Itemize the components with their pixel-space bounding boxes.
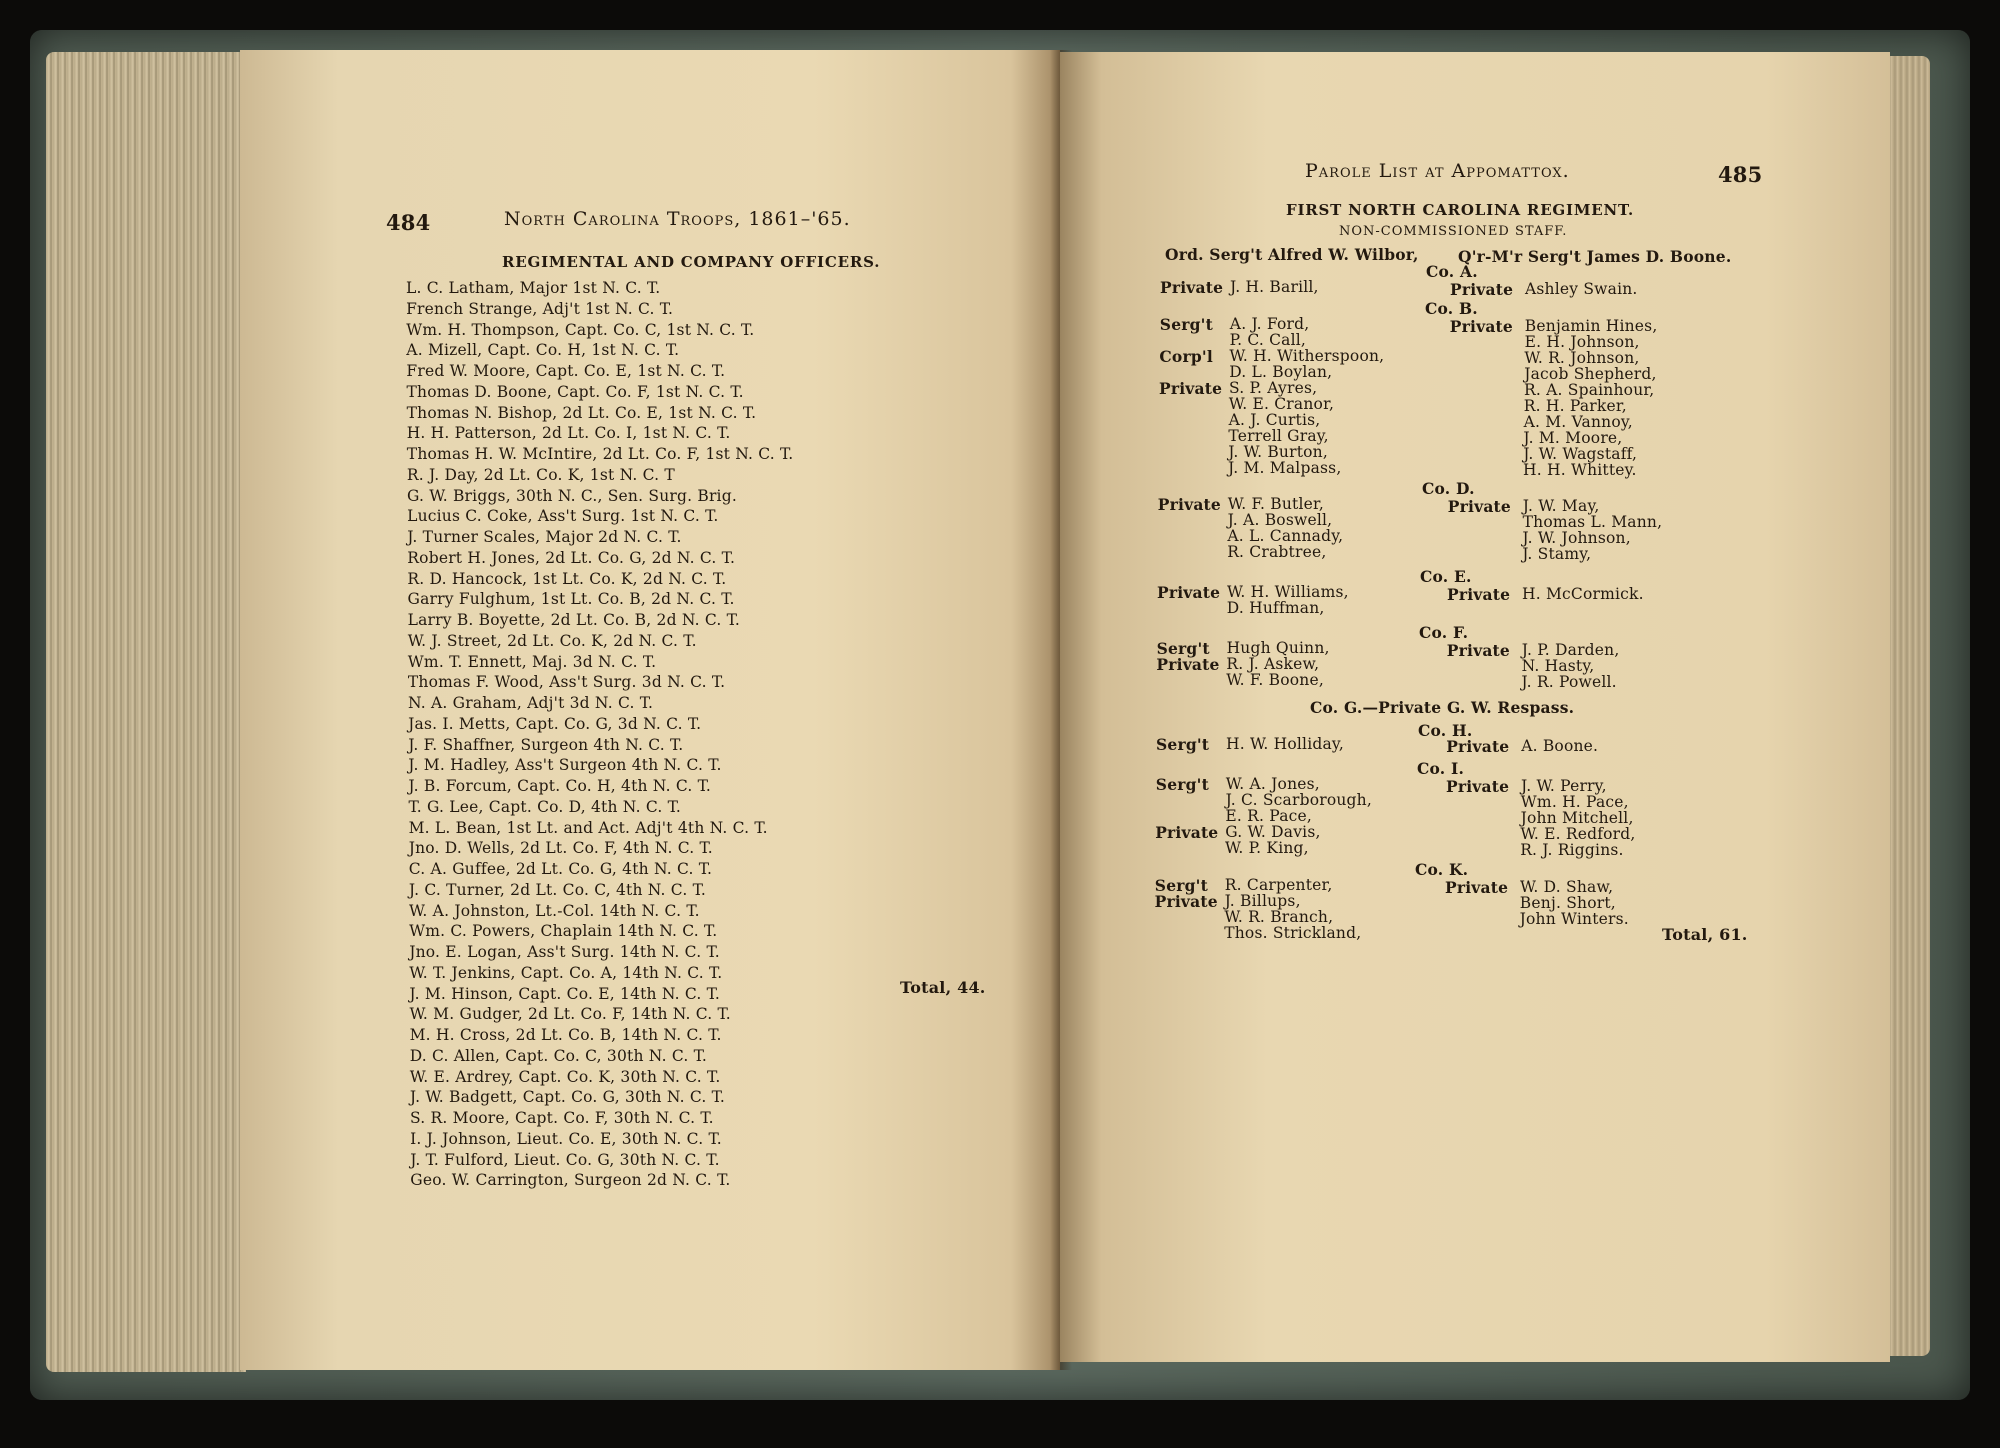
soldier-name: Thos. Strickland,: [1224, 924, 1362, 942]
officer-entry: C. A. Guffee, 2d Lt. Co. G, 4th N. C. T.: [408, 860, 713, 878]
officer-entry: J. Turner Scales, Major 2d N. C. T.: [407, 528, 682, 546]
rank-label: Serg't: [1156, 639, 1210, 658]
officer-entry: L. C. Latham, Major 1st N. C. T.: [406, 279, 661, 297]
officer-entry: Robert H. Jones, 2d Lt. Co. G, 2d N. C. T.: [407, 548, 736, 567]
officer-entry: H. H. Patterson, 2d Lt. Co. I, 1st N. C. T.: [406, 424, 731, 443]
officer-entry: Jno. E. Logan, Ass't Surg. 14th N. C. T.: [409, 943, 720, 961]
soldier-name: H. W. Holliday,: [1226, 735, 1344, 753]
right-running-head: Parole List at Appomattox.: [1305, 160, 1570, 182]
officer-entry: Lucius C. Coke, Ass't Surg. 1st N. C. T.: [407, 507, 719, 526]
company-label: Co. A.: [1426, 262, 1478, 281]
soldier-name: N. Hasty,: [1521, 657, 1595, 675]
soldier-name: D. L. Boylan,: [1229, 363, 1333, 381]
soldier-name: W. E. Cranor,: [1228, 395, 1335, 413]
officer-entry: T. G. Lee, Capt. Co. D, 4th N. C. T.: [408, 797, 681, 816]
soldier-name: J. M. Malpass,: [1228, 459, 1342, 477]
soldier-name: R. Crabtree,: [1227, 543, 1327, 561]
soldier-name: J. A. Boswell,: [1227, 511, 1333, 529]
company-label: Co. K.: [1415, 860, 1469, 879]
soldier-name: John Winters.: [1519, 910, 1629, 928]
soldier-name: J. M. Moore,: [1523, 429, 1623, 447]
soldier-name: E. R. Pace,: [1225, 807, 1313, 825]
soldier-name: W. H. Witherspoon,: [1229, 347, 1385, 365]
soldier-name: W. H. Williams,: [1227, 583, 1349, 601]
company-label: Co. H.: [1418, 721, 1473, 740]
officer-entry: Larry B. Boyette, 2d Lt. Co. B, 2d N. C. T.: [407, 611, 740, 629]
officer-entry: J. F. Shaffner, Surgeon 4th N. C. T.: [408, 735, 684, 754]
soldier-name: R. Carpenter,: [1224, 876, 1333, 894]
soldier-name: J. W. Burton,: [1228, 443, 1328, 461]
officer-entry: Geo. W. Carrington, Surgeon 2d N. C. T.: [410, 1171, 731, 1190]
rank-label: Corp'l: [1159, 347, 1213, 366]
soldier-name: Terrell Gray,: [1228, 427, 1329, 445]
company-label: Co. E.: [1420, 567, 1472, 586]
company-label: Co. I.: [1417, 759, 1465, 778]
rank-label: Private: [1159, 379, 1223, 398]
soldier-name: J. W. May,: [1522, 497, 1600, 515]
staff-heading: NON-COMMISSIONED STAFF.: [1339, 224, 1568, 239]
officer-entry: J. C. Turner, 2d Lt. Co. C, 4th N. C. T.: [408, 880, 706, 899]
soldier-name: S. P. Ayres,: [1229, 379, 1318, 397]
staff-right: Q'r-M'r Serg't James D. Boone.: [1458, 247, 1732, 266]
officer-entry: J. T. Fulford, Lieut. Co. G, 30th N. C. T.: [410, 1150, 720, 1169]
soldier-name: J. R. Powell.: [1521, 673, 1617, 691]
soldier-name: J. H. Barill,: [1230, 278, 1319, 296]
soldier-name: A. Boone.: [1521, 737, 1599, 755]
officer-entry: J. M. Hadley, Ass't Surgeon 4th N. C. T.: [408, 756, 722, 775]
soldier-name: H. H. Whittey.: [1523, 461, 1637, 479]
rank-label: Serg't: [1154, 876, 1208, 895]
company-g-line: Co. G.—Private G. W. Respass.: [1310, 698, 1575, 717]
soldier-name: J. W. Wagstaff,: [1523, 445, 1638, 463]
soldier-name: W. F. Boone,: [1226, 671, 1324, 689]
soldier-name: W. F. Butler,: [1227, 495, 1325, 513]
soldier-name: Hugh Quinn,: [1226, 639, 1330, 657]
officer-entry: W. A. Johnston, Lt.-Col. 14th N. C. T.: [409, 901, 700, 920]
soldier-name: J. W. Perry,: [1521, 777, 1607, 795]
officer-entry: J. B. Forcum, Capt. Co. H, 4th N. C. T.: [408, 777, 711, 795]
officer-entry: Wm. T. Ennett, Maj. 3d N. C. T.: [407, 652, 657, 671]
rank-label: Private: [1446, 641, 1510, 660]
officer-entry: W. J. Street, 2d Lt. Co. K, 2d N. C. T.: [407, 631, 697, 650]
left-total: Total, 44.: [900, 978, 986, 997]
officer-entry: W. M. Gudger, 2d Lt. Co. F, 14th N. C. T.: [409, 1005, 731, 1024]
soldier-name: A. J. Ford,: [1229, 315, 1310, 333]
rank-label: Private: [1160, 278, 1224, 297]
officer-entry: Jno. D. Wells, 2d Lt. Co. F, 4th N. C. T.: [408, 839, 713, 858]
rank-label: Private: [1447, 497, 1511, 516]
section-heading: REGIMENTAL AND COMPANY OFFICERS.: [502, 253, 881, 271]
rank-label: Private: [1445, 878, 1509, 897]
officer-entry: M. H. Cross, 2d Lt. Co. B, 14th N. C. T.: [409, 1026, 722, 1044]
rank-label: Private: [1446, 777, 1510, 796]
officer-entry: Jas. I. Metts, Capt. Co. G, 3d N. C. T.: [408, 714, 702, 733]
officer-entry: A. Mizell, Capt. Co. H, 1st N. C. T.: [406, 341, 680, 360]
soldier-name: W. P. King,: [1225, 839, 1309, 857]
soldier-name: A. L. Cannady,: [1227, 527, 1344, 545]
officer-entry: I. J. Johnson, Lieut. Co. E, 30th N. C. T.: [410, 1129, 722, 1148]
soldier-name: P. C. Call,: [1229, 331, 1307, 349]
soldier-name: Ashley Swain.: [1525, 280, 1638, 298]
officer-entry: S. R. Moore, Capt. Co. F, 30th N. C. T.: [410, 1109, 714, 1127]
soldier-name: Benj. Short,: [1519, 894, 1616, 912]
officer-entry: Thomas H. W. McIntire, 2d Lt. Co. F, 1st N. C. T.: [406, 445, 794, 463]
officer-entry: G. W. Briggs, 30th N. C., Sen. Surg. Brig.: [407, 486, 737, 505]
officer-entry: M. L. Bean, 1st Lt. and Act. Adj't 4th N. C. T.: [408, 818, 768, 837]
rank-label: Private: [1157, 583, 1221, 602]
officer-entry: Fred W. Moore, Capt. Co. E, 1st N. C. T.: [406, 362, 726, 380]
soldier-name: Benjamin Hines,: [1524, 317, 1658, 335]
soldier-name: J. W. Johnson,: [1522, 529, 1631, 547]
soldier-name: H. McCormick.: [1522, 585, 1644, 603]
soldier-name: W. A. Jones,: [1225, 775, 1320, 793]
soldier-name: R. A. Spainhour,: [1524, 381, 1655, 399]
right-total: Total, 61.: [1662, 925, 1748, 944]
officer-entry: R. J. Day, 2d Lt. Co. K, 1st N. C. T: [406, 465, 675, 484]
rank-label: Serg't: [1156, 735, 1210, 754]
soldier-name: J. Billups,: [1224, 892, 1301, 910]
rank-label: Serg't: [1155, 775, 1209, 794]
officer-entry: J. M. Hinson, Capt. Co. E, 14th N. C. T.: [409, 984, 721, 1003]
page-block-left-edge: [46, 52, 246, 1372]
left-page-number: 484: [386, 210, 431, 235]
company-label: Co. B.: [1425, 299, 1478, 318]
soldier-name: E. H. Johnson,: [1524, 333, 1640, 351]
soldier-name: Thomas L. Mann,: [1522, 513, 1663, 531]
officer-entry: Thomas D. Boone, Capt. Co. F, 1st N. C. T.: [406, 382, 744, 401]
soldier-name: D. Huffman,: [1226, 599, 1325, 617]
rank-label: Private: [1447, 585, 1511, 604]
regiment-heading: FIRST NORTH CAROLINA REGIMENT.: [1286, 201, 1635, 219]
officer-entry: W. T. Jenkins, Capt. Co. A, 14th N. C. T.: [409, 963, 723, 982]
soldier-name: W. E. Redford,: [1520, 825, 1636, 843]
soldier-name: J. C. Scarborough,: [1225, 791, 1372, 809]
soldier-name: John Mitchell,: [1520, 809, 1634, 827]
rank-label: Private: [1446, 737, 1510, 756]
left-running-head: North Carolina Troops, 1861–'65.: [504, 208, 851, 230]
staff-left: Ord. Serg't Alfred W. Wilbor,: [1165, 245, 1419, 264]
officer-entry: French Strange, Adj't 1st N. C. T.: [406, 299, 674, 318]
right-page: [1060, 52, 1890, 1362]
rank-label: Private: [1450, 280, 1514, 299]
rank-label: Private: [1156, 655, 1220, 674]
rank-label: Private: [1157, 495, 1221, 514]
soldier-name: A. M. Vannoy,: [1523, 413, 1633, 431]
soldier-name: R. H. Parker,: [1523, 397, 1627, 415]
officer-entry: W. E. Ardrey, Capt. Co. K, 30th N. C. T.: [409, 1067, 721, 1086]
company-label: Co. F.: [1419, 623, 1469, 642]
soldier-name: Jacob Shepherd,: [1524, 365, 1657, 383]
soldier-name: R. J. Askew,: [1226, 655, 1320, 673]
soldier-name: W. R. Branch,: [1224, 908, 1334, 926]
officer-entry: R. D. Hancock, 1st Lt. Co. K, 2d N. C. T.: [407, 569, 727, 588]
rank-label: Private: [1154, 892, 1218, 911]
rank-label: Private: [1449, 317, 1513, 336]
soldier-name: W. R. Johnson,: [1524, 349, 1640, 367]
officer-entry: J. W. Badgett, Capt. Co. G, 30th N. C. T.: [409, 1088, 725, 1107]
soldier-name: Wm. H. Pace,: [1520, 793, 1629, 811]
officer-entry: Wm. H. Thompson, Capt. Co. C, 1st N. C. T.: [406, 320, 755, 339]
rank-label: Private: [1155, 823, 1219, 842]
officer-entry: N. A. Graham, Adj't 3d N. C. T.: [408, 694, 654, 712]
soldier-name: W. D. Shaw,: [1520, 878, 1614, 896]
soldier-name: J. Stamy,: [1522, 545, 1592, 563]
officer-entry: Garry Fulghum, 1st Lt. Co. B, 2d N. C. T.: [407, 590, 735, 609]
officer-entry: Thomas N. Bishop, 2d Lt. Co. E, 1st N. C. T.: [406, 403, 757, 422]
officer-entry: Wm. C. Powers, Chaplain 14th N. C. T.: [409, 922, 718, 941]
left-page: [240, 50, 1060, 1370]
soldier-name: R. J. Riggins.: [1520, 841, 1624, 859]
company-label: Co. D.: [1422, 479, 1475, 498]
officer-entry: D. C. Allen, Capt. Co. C, 30th N. C. T.: [409, 1046, 707, 1065]
rank-label: Serg't: [1159, 315, 1213, 334]
soldier-name: G. W. Davis,: [1225, 823, 1321, 841]
soldier-name: A. J. Curtis,: [1228, 411, 1321, 429]
officer-entry: Thomas F. Wood, Ass't Surg. 3d N. C. T.: [407, 673, 726, 692]
soldier-name: J. P. Darden,: [1521, 641, 1620, 659]
right-page-number: 485: [1718, 162, 1763, 187]
